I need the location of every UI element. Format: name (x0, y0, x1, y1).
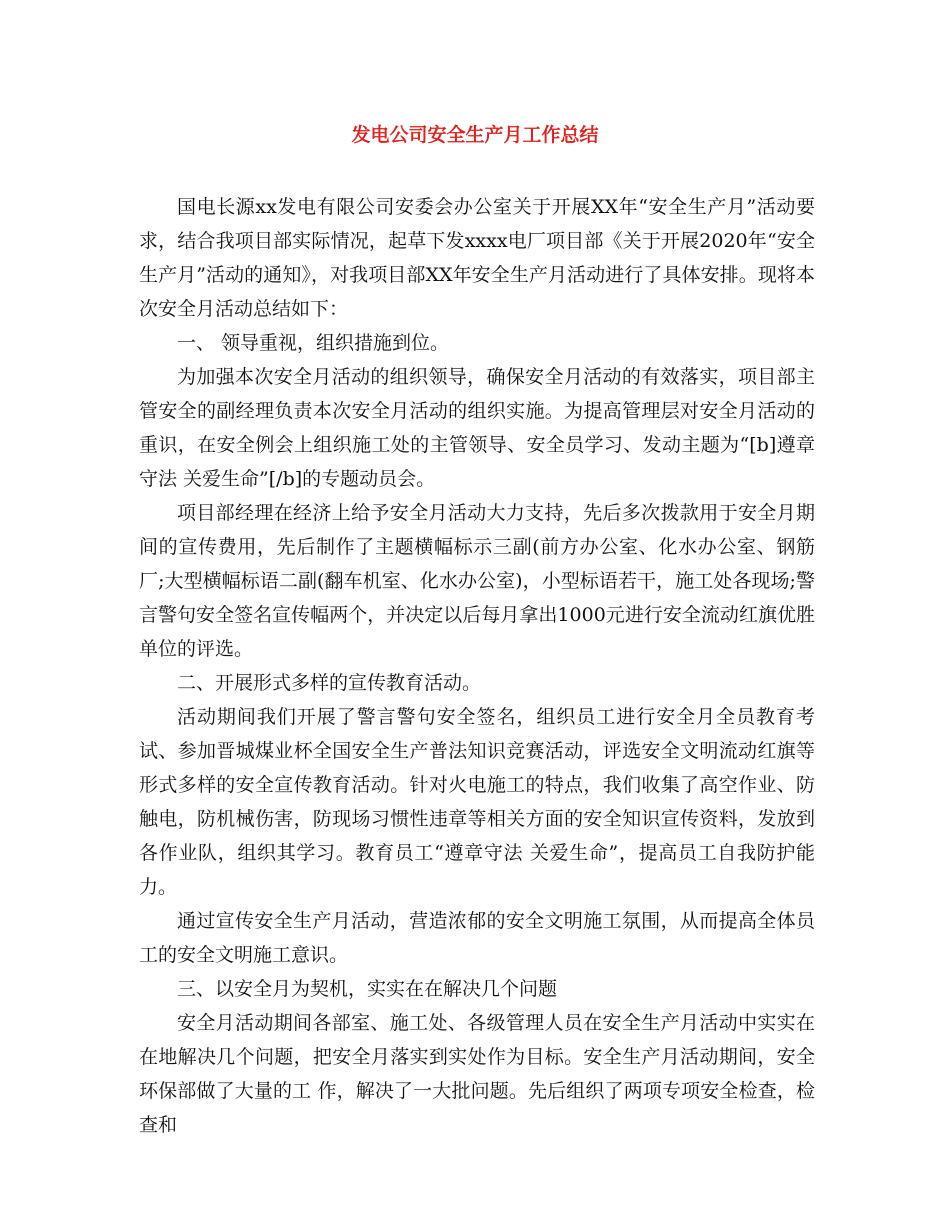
section-heading-2: 二、开展形式多样的宣传教育活动。 (177, 672, 482, 694)
document-title: 发电公司安全生产月工作总结 (351, 124, 599, 146)
section-heading-1: 一、 领导重视，组织措施到位。 (177, 332, 450, 354)
section-heading-3: 三、以安全月为契机，实实在在解决几个问题 (177, 978, 558, 1000)
document-body (139, 190, 815, 1142)
body-paragraph: 安全月活动期间各部室、施工处、各级管理人员在安全生产月活动中实实在在地解决几个问题，把安全月落实到实处作为目标。安全生产月活动期间，安全环保部做了大量的工 作，解决了一大批问题。先后组织了两项专项安全检查，检查和 (139, 1012, 815, 1136)
body-paragraph: 为加强本次安全月活动的组织领导，确保安全月活动的有效落实，项目部主管安全的副经理负责本次安全月活动的组织实施。为提高管理层对安全月活动的重识，在安全例会上组织施工处的主管领导、安全员学习、发动主题为“[b]遵章守法 关爱生命”[/b]的专题动员会。 (139, 366, 815, 490)
intro-paragraph: 国电长源xx发电有限公司安委会办公室关于开展XX年“安全生产月”活动要求，结合我项目部实际情况，起草下发xxxx电厂项目部《关于开展2020年“安全生产月”活动的通知》，对我项目部XX年安全生产月活动进行了具体安排。现将本次安全月活动总结如下： (139, 196, 815, 320)
body-paragraph: 通过宣传安全生产月活动，营造浓郁的安全文明施工氛围，从而提高全体员工的安全文明施工意识。 (139, 910, 815, 966)
body-paragraph: 活动期间我们开展了警言警句安全签名，组织员工进行安全月全员教育考试、参加晋城煤业杯全国安全生产普法知识竞赛活动，评选安全文明流动红旗等形式多样的安全宣传教育活动。针对火电施工的特点，我们收集了高空作业、防触电，防机械伤害，防现场习惯性违章等相关方面的安全知识宣传资料，发放到各作业队，组织其学习。教育员工“遵章守法 关爱生命”，提高员工自我防护能力。 (139, 706, 815, 898)
body-paragraph: 项目部经理在经济上给予安全月活动大力支持，先后多次拨款用于安全月期间的宣传费用，先后制作了主题横幅标示三副(前方办公室、化水办公室、钢筋厂;大型横幅标语二副(翻车机室、化水办公室)，小型标语若干，施工处各现场;警言警句安全签名宣传幅两个，并决定以后每月拿出1000元进行安全流动红旗优胜单位的评选。 (139, 502, 815, 660)
